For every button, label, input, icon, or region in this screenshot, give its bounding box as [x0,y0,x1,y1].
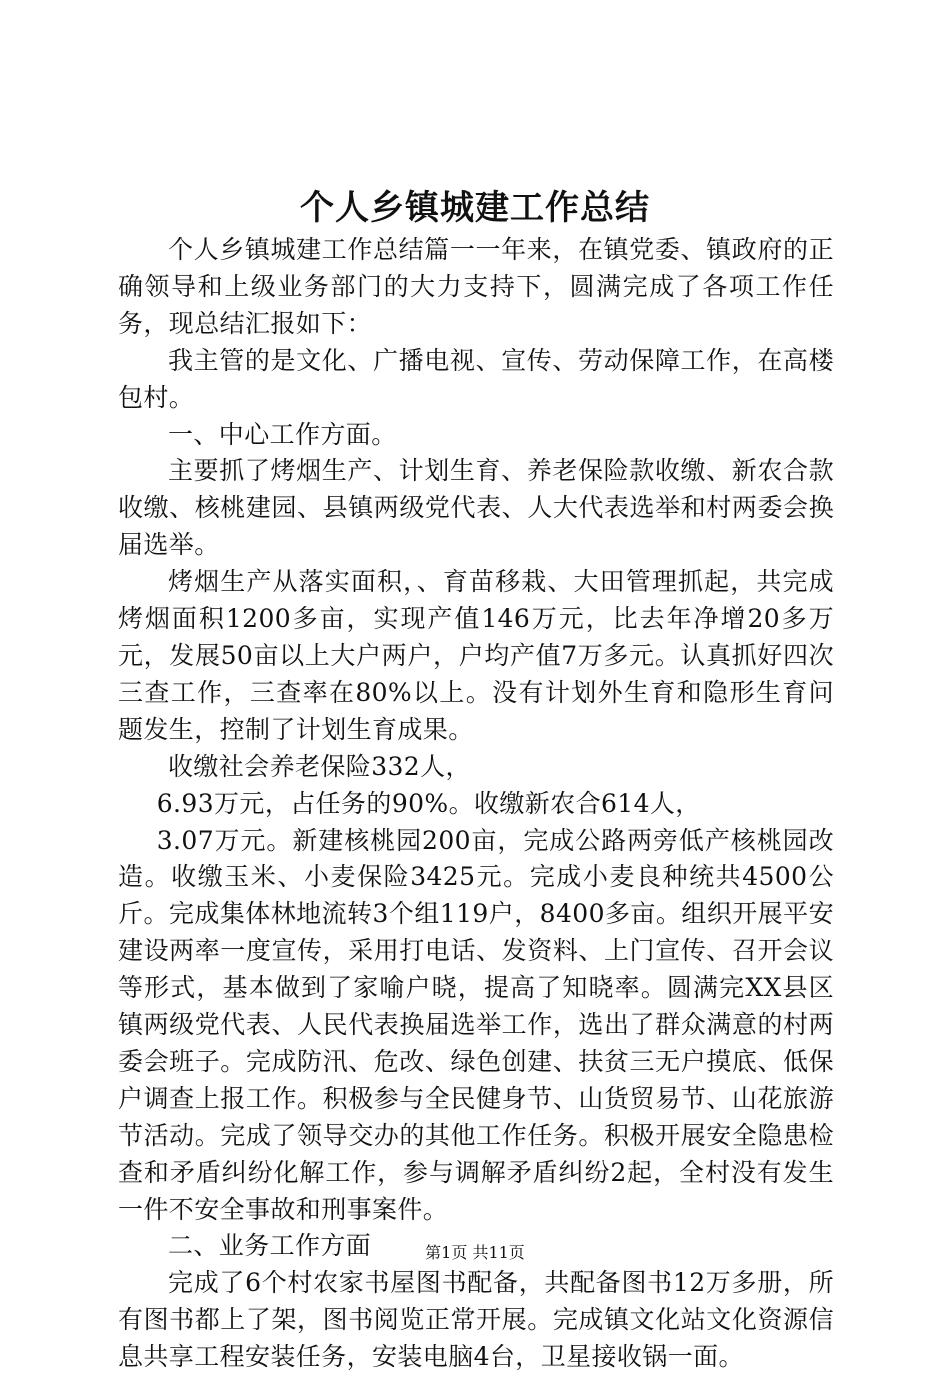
document-body [118,232,834,1376]
paragraph-main-tasks: 主要抓了烤烟生产、计划生育、养老保险款收缴、新农合款收缴、核桃建园、县镇两级党代表、人大代表选举和村两委会换届选举。 [118,456,834,560]
paragraph-achievements: 3.07万元。新建核桃园200亩，完成公路两旁低产核桃园改造。收缴玉米、小麦保险3425元。完成小麦良种统共4500公斤。完成集体林地流转3个组119户，8400多亩。组织开展平安建设两率一度宣传，采用打电话、发资料、上门宣传、召开会议等形式，基本做到了家喻户晓，提高了知晓率。圆满完XX县区镇两级党代表、人民代表换届选举工作，选出了群众满意的村两委会班子。完成防汛、危改、绿色创建、扶贫三无户摸底、低保户调查上报工作。积极参与全民健身节、山货贸易节、山花旅游节活动。完成了领导交办的其他工作任务。积极开展安全隐患检查和矛盾纠纷化解工作，参与调解矛盾纠纷2起，全村没有发生一件不安全事故和刑事案件。 [118,825,834,1224]
paragraph-pension-collection: 收缴社会养老保险332人， [168,751,471,781]
paragraph-pension-amount: 6.93万元，占任务的90%。收缴新农合614人， [156,788,701,818]
page-footer: 第1页 共11页 [425,1243,525,1262]
section-heading-business-work: 二、业务工作方面 [168,1231,372,1261]
paragraph-responsibilities: 我主管的是文化、广播电视、宣传、劳动保障工作，在高楼包村。 [118,345,834,412]
section-heading-central-work: 一、中心工作方面。 [168,419,397,449]
document-title: 个人乡镇城建工作总结 [300,188,650,228]
paragraph-intro: 个人乡镇城建工作总结篇一一年来，在镇党委、镇政府的正确领导和上级业务部门的大力支持下，圆满完成了各项工作任务，现总结汇报如下： [118,235,834,338]
paragraph-tobacco-production: 烤烟生产从落实面积，、育苗移栽、大田管理抓起，共完成烤烟面积1200多亩，实现产值146万元，比去年净增20多万元，发展50亩以上大户两户，户均产值7万多元。认真抓好四次三查工作，三查率在80%以上。没有计划外生育和隐形生育问题发生，控制了计划生育成果。 [118,567,834,744]
paragraph-library: 完成了6个村农家书屋图书配备，共配备图书12万多册，所有图书都上了架，图书阅览正常开展。完成镇文化站文化资源信息共享工程安装任务，安装电脑4台，卫星接收锅一面。 [118,1268,834,1372]
